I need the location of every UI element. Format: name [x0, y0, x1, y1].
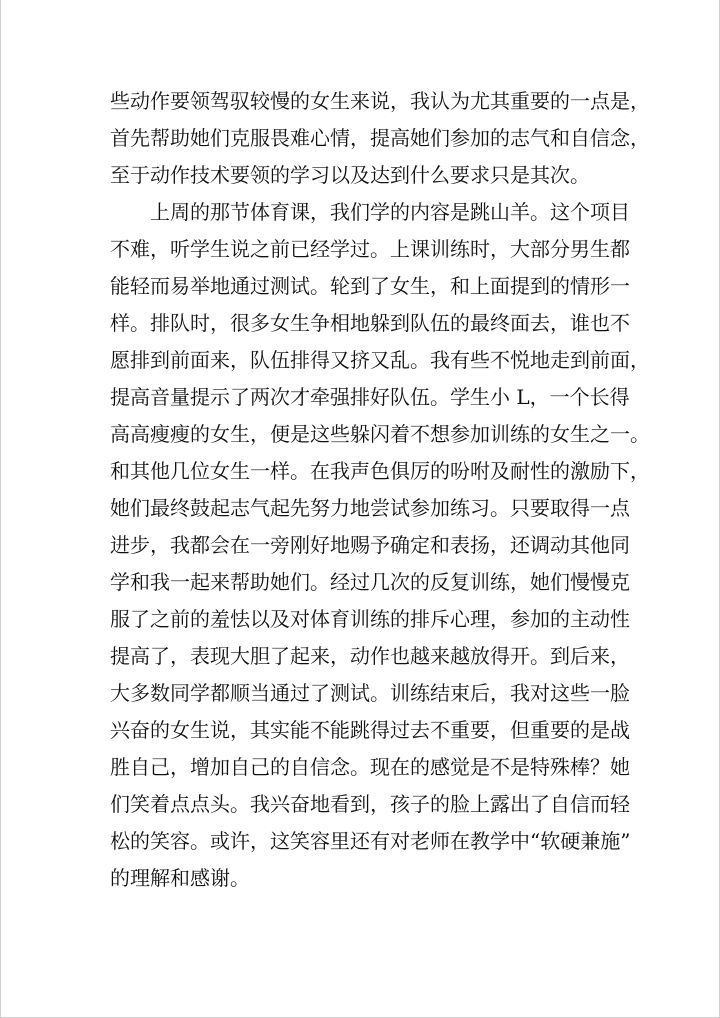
text-line: 大多数同学都顺当通过了测试。训练结束后，我对这些一脸 [110, 681, 630, 705]
text-line: 和其他几位女生一样。在我声色俱厉的吩咐及耐性的激励下， [110, 459, 650, 483]
text-line: 能轻而易举地通过测试。轮到了女生，和上面提到的情形一 [110, 274, 630, 298]
text-line: 提高了，表现大胆了起来，动作也越来越放得开。到后来， [110, 644, 630, 668]
text-line: 们笑着点点头。我兴奋地看到，孩子的脸上露出了自信而轻 [110, 792, 630, 816]
text-line: 的理解和感谢。 [110, 866, 250, 890]
text-line: 些动作要领驾驭较慢的女生来说，我认为尤其重要的一点是， [110, 89, 650, 113]
text-line: 服了之前的羞怯以及对体育训练的排斥心理，参加的主动性 [110, 607, 630, 631]
text-line: 不难，听学生说之前已经学过。上课训练时，大部分男生都 [110, 237, 630, 261]
text-line: 兴奋的女生说，其实能不能跳得过去不重要，但重要的是战 [110, 718, 630, 742]
page-edge-left [0, 0, 1, 1018]
text-line: 样。排队时，很多女生争相地躲到队伍的最终面去，谁也不 [110, 311, 630, 335]
text-line: 提高音量提示了两次才牵强排好队伍。学生小 L，一个长得 [110, 385, 630, 409]
paragraph-first-line: 上周的那节体育课，我们学的内容是跳山羊。这个项目 [150, 200, 630, 224]
text-line: 她们最终鼓起志气起先努力地尝试参加练习。只要取得一点 [110, 496, 630, 520]
text-line: 至于动作技术要领的学习以及达到什么要求只是其次。 [110, 163, 590, 187]
text-line: 高高瘦瘦的女生，便是这些躲闪着不想参加训练的女生之一。 [110, 422, 650, 446]
text-line: 首先帮助她们克服畏难心情，提高她们参加的志气和自信念， [110, 126, 650, 150]
text-line: 学和我一起来帮助她们。经过几次的反复训练，她们慢慢克 [110, 570, 630, 594]
text-line: 胜自己，增加自己的自信念。现在的感觉是不是特殊棒？她 [110, 755, 630, 779]
text-line: 进步，我都会在一旁刚好地赐予确定和表扬，还调动其他同 [110, 533, 630, 557]
document-body [110, 83, 650, 897]
text-line: 愿排到前面来，队伍排得又挤又乱。我有些不悦地走到前面， [110, 348, 650, 372]
text-line: 松的笑容。或许，这笑容里还有对老师在教学中“软硬兼施” [110, 829, 631, 853]
